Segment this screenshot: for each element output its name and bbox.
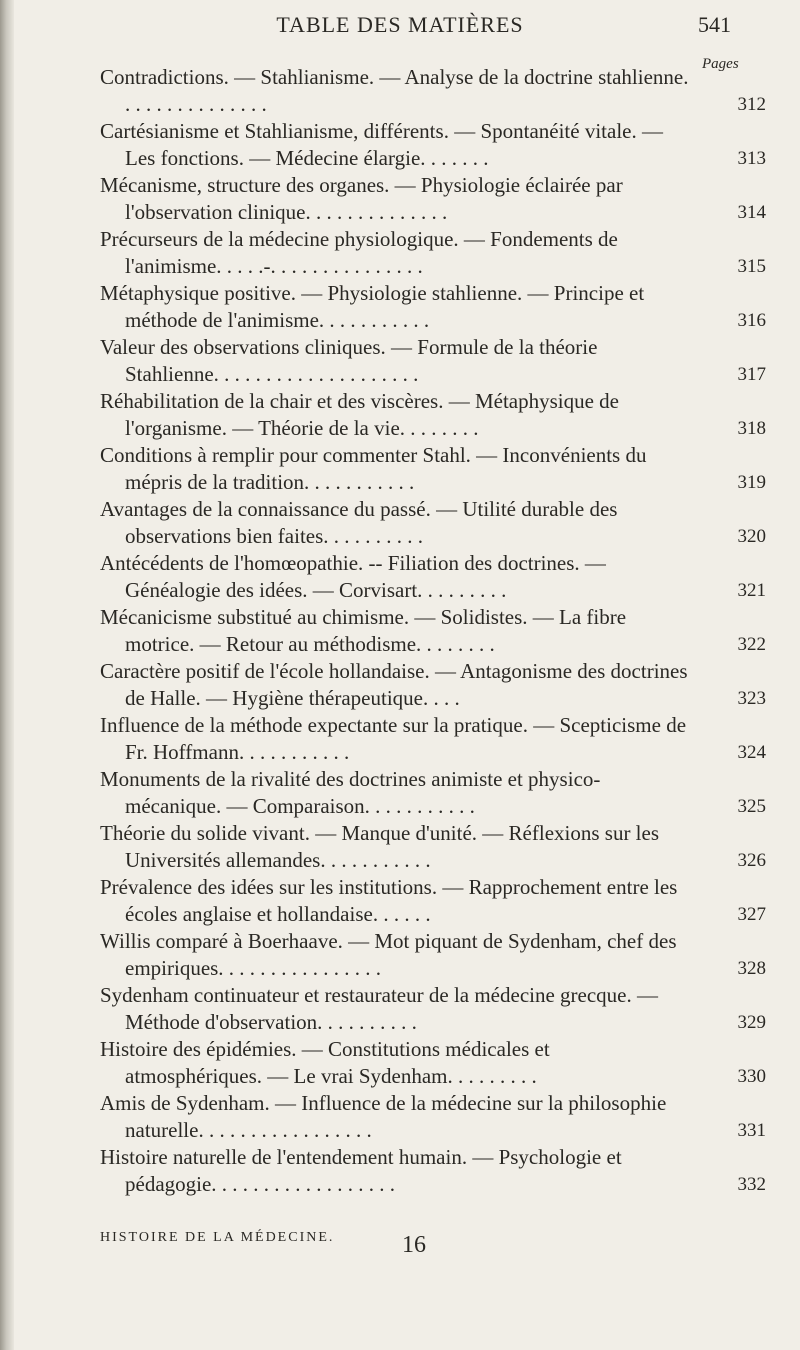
toc-entry [100,712,780,766]
toc-entry-text: Histoire des épidémies. — Constitutions médicales et atmosphériques. — Le vrai Sydenham. . . . . . . . . [100,1037,550,1088]
toc-entry-text: Sydenham continuateur et restaurateur de la médecine grecque. — Méthode d'observation. . . . . . . . . . [100,983,659,1034]
toc-entry-page: 321 [737,580,766,601]
toc-entry [100,64,780,118]
toc-entry-page: 322 [737,634,766,655]
toc-entry-text: Histoire naturelle de l'entendement humain. — Psychologie et pédagogie. . . . . . . . . . . . . . . . . . [100,1145,622,1196]
toc-entry [100,388,780,442]
toc-entry-text: Willis comparé à Boerhaave. — Mot piquant de Sydenham, chef des empiriques. . . . . . . . . . . . . . . . [100,929,677,980]
toc-entry-text: Conditions à remplir pour commenter Stahl. — Inconvénients du mépris de la tradition. . . . . . . . . . . [100,443,647,494]
toc-entry-text: Contradictions. — Stahlianisme. — Analyse de la doctrine stahlienne. . . . . . . . . . . . . . . [100,65,689,116]
toc-entry-page: 328 [737,958,766,979]
toc-entry [100,766,780,820]
toc-entry-text: Caractère positif de l'école hollandaise. — Antagonisme des doctrines de Halle. — Hygiène thérapeutique. . . . [100,659,688,710]
toc-entry-text: Influence de la méthode expectante sur la pratique. — Scepticisme de Fr. Hoffmann. . . . . . . . . . . [100,713,687,764]
gathering-number: 16 [402,1232,426,1258]
toc-entry-page: 331 [737,1120,766,1141]
toc-entry-page: 326 [737,850,766,871]
toc-entry [100,982,780,1036]
toc-entry-page: 312 [737,94,766,115]
toc-entry-page: 327 [737,904,766,925]
toc-entry-page: 315 [737,256,766,277]
toc-entry-page: 330 [737,1066,766,1087]
toc-entry [100,820,780,874]
toc-entry-page: 314 [737,202,766,223]
toc-entry-text: Monuments de la rivalité des doctrines animiste et physico-mécanique. — Comparaison. . . . . . . . . . . [100,767,601,818]
toc-entry-page: 318 [737,418,766,439]
signature-line: HISTOIRE DE LA MÉDECINE. [100,1230,335,1245]
toc-entry [100,658,780,712]
toc-entry [100,496,780,550]
toc-entry-page: 313 [737,148,766,169]
toc-entry-text: Amis de Sydenham. — Influence de la médecine sur la philosophie naturelle. . . . . . . . . . . . . . . . . [100,1091,667,1142]
toc-entry [100,1090,780,1144]
toc-entry-text: Mécanicisme substitué au chimisme. — Solidistes. — La fibre motrice. — Retour au méthodisme. . . . . . . . [100,605,627,656]
page-number: 541 [698,12,731,37]
toc-entry [100,874,780,928]
toc-entry-page: 316 [737,310,766,331]
toc-entry [100,442,780,496]
toc-entry [100,1144,780,1198]
toc-entry-text: Théorie du solide vivant. — Manque d'unité. — Réflexions sur les Universités allemandes. . . . . . . . . . . [100,821,660,872]
toc-entry [100,928,780,982]
toc-entry-text: Mécanisme, structure des organes. — Physiologie éclairée par l'observation clinique. . . . . . . . . . . . . . [100,173,623,224]
toc-entry [100,172,780,226]
book-spine-shadow [0,0,14,1350]
toc-entry [100,226,780,280]
toc-entry-page: 323 [737,688,766,709]
toc-entry-page: 319 [737,472,766,493]
toc-entry [100,1036,780,1090]
toc-entry [100,604,780,658]
toc-entry-page: 320 [737,526,766,547]
toc-entry-text: Valeur des observations cliniques. — Formule de la théorie Stahlienne. . . . . . . . . . . . . . . . . . . . [100,335,598,386]
toc-entry-page: 324 [737,742,766,763]
toc-entry [100,118,780,172]
toc-entry-text: Avantages de la connaissance du passé. — Utilité durable des observations bien faites. . . . . . . . . . [100,497,618,548]
toc-entry-page: 325 [737,796,766,817]
table-of-contents [100,64,780,1198]
toc-entry-text: Cartésianisme et Stahlianisme, différents. — Spontanéité vitale. — Les fonctions. — Médecine élargie. . . . . . . [100,119,663,170]
toc-entry-page: 317 [737,364,766,385]
running-title: TABLE DES MATIÈRES [276,12,524,37]
toc-entry-text: Réhabilitation de la chair et des viscères. — Métaphysique de l'organisme. — Théorie de la vie. . . . . . . . [100,389,620,440]
toc-entry-text: Prévalence des idées sur les institutions. — Rapprochement entre les écoles anglaise et hollandaise. . . . . . [100,875,678,926]
toc-entry-text: Métaphysique positive. — Physiologie stahlienne. — Principe et méthode de l'animisme. . . . . . . . . . . [100,281,645,332]
toc-entry [100,550,780,604]
toc-entry-text: Précurseurs de la médecine physiologique. — Fondements de l'animisme. . . . .-. . . . . . . . . . . . . . . [100,227,618,278]
toc-entry-text: Antécédents de l'homœopathie. -- Filiation des doctrines. — Généalogie des idées. — Corvisart. . . . . . . . . [100,551,606,602]
toc-entry [100,334,780,388]
toc-entry-page: 332 [737,1174,766,1195]
pages-column-label: Pages [702,56,739,72]
toc-entry-page: 329 [737,1012,766,1033]
toc-entry [100,280,780,334]
